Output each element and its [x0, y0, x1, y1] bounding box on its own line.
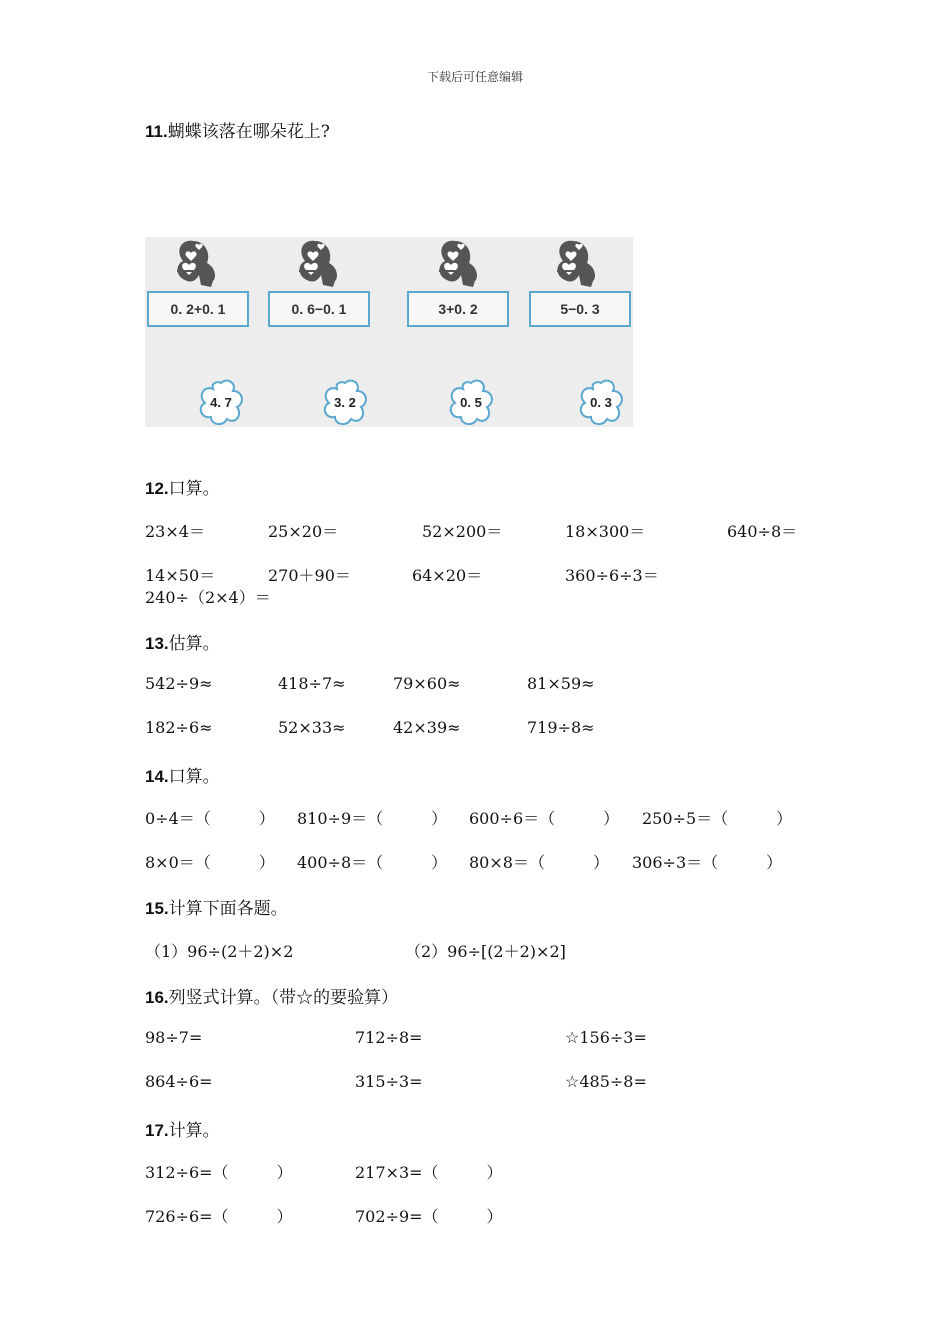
- estimate-item: 719÷8≈: [527, 718, 595, 737]
- expression-card-3: 3+0. 2: [407, 291, 509, 327]
- question-number: 16.: [145, 988, 169, 1007]
- calc-item: 312÷6=（ ）: [145, 1163, 293, 1182]
- calc-item: 8×0＝（ ）: [145, 853, 275, 872]
- calc-item: 702÷9=（ ）: [355, 1207, 503, 1226]
- question-text: 计算。: [168, 1121, 220, 1141]
- question-number: 17.: [145, 1121, 169, 1140]
- question-15-title: [145, 894, 288, 919]
- estimate-item: 42×39≈: [393, 718, 461, 737]
- estimate-item: 52×33≈: [278, 718, 346, 737]
- flower-2: [321, 379, 369, 425]
- flower-4: [577, 379, 625, 425]
- expression-card-2: 0. 6−0. 1: [268, 291, 370, 327]
- flower-value: 4. 7: [210, 394, 232, 410]
- flower-1: [197, 379, 245, 425]
- calc-item: 400÷8＝（ ）: [297, 853, 448, 872]
- vertical-calc-item: ☆156÷3=: [565, 1028, 647, 1047]
- estimate-item: 418÷7≈: [278, 674, 346, 693]
- vertical-calc-item: 98÷7=: [145, 1028, 203, 1047]
- calc-item: 25×20＝: [268, 522, 339, 541]
- calc-item: 640÷8＝: [727, 522, 798, 541]
- calc-item: （1）96÷(2＋2)×2: [145, 942, 294, 961]
- question-number: 15.: [145, 899, 169, 918]
- calc-item: 14×50＝: [145, 566, 216, 585]
- vertical-calc-item: 712÷8=: [355, 1028, 423, 1047]
- calc-item: 240÷（2×4）＝: [145, 588, 271, 607]
- question-17-title: [145, 1116, 220, 1141]
- page-header: 下载后可任意编辑: [426, 70, 523, 84]
- calc-item: 810÷9＝（ ）: [297, 809, 448, 828]
- calc-item: 52×200＝: [422, 522, 503, 541]
- question-11-title: [145, 117, 330, 142]
- butterfly-icon: [553, 237, 609, 293]
- question-14-title: [145, 762, 220, 787]
- calc-item: （2）96÷[(2＋2)×2]: [405, 942, 566, 961]
- calc-item: 600÷6＝（ ）: [469, 809, 620, 828]
- calc-item: 0÷4＝（ ）: [145, 809, 275, 828]
- flower-value: 0. 3: [590, 394, 612, 410]
- question-number: 11.: [145, 122, 168, 141]
- butterfly-icon: [173, 237, 229, 293]
- question-number: 12.: [145, 479, 169, 498]
- calc-item: 360÷6÷3＝: [565, 566, 659, 585]
- expression-card-4: 5−0. 3: [529, 291, 631, 327]
- flower-value: 3. 2: [334, 394, 356, 410]
- question-text: 估算。: [168, 634, 220, 654]
- vertical-calc-item: 315÷3=: [355, 1072, 423, 1091]
- calc-item: 217×3=（ ）: [355, 1163, 503, 1182]
- question-number: 13.: [145, 634, 169, 653]
- calc-item: 80×8＝（ ）: [469, 853, 609, 872]
- estimate-item: 542÷9≈: [145, 674, 213, 693]
- calc-item: 23×4＝: [145, 522, 205, 541]
- flower-3: [447, 379, 495, 425]
- calc-item: 306÷3＝（ ）: [632, 853, 783, 872]
- butterfly-icon: [295, 237, 351, 293]
- question-12-title: [145, 474, 220, 499]
- question-number: 14.: [145, 767, 169, 786]
- expression-card-1: 0. 2+0. 1: [147, 291, 249, 327]
- flower-value: 0. 5: [460, 394, 482, 410]
- vertical-calc-item: 864÷6=: [145, 1072, 213, 1091]
- estimate-item: 79×60≈: [393, 674, 461, 693]
- butterfly-icon: [435, 237, 491, 293]
- calc-item: 18×300＝: [565, 522, 646, 541]
- estimate-item: 182÷6≈: [145, 718, 213, 737]
- question-16-title: [145, 983, 398, 1008]
- question-text: 计算下面各题。: [168, 899, 288, 919]
- question-13-title: [145, 629, 220, 654]
- calc-item: 64×20＝: [412, 566, 483, 585]
- question-text: 蝴蝶该落在哪朵花上?: [167, 122, 330, 142]
- question-text: 口算。: [168, 479, 220, 499]
- calc-item: 250÷5＝（ ）: [642, 809, 793, 828]
- calc-item: 726÷6=（ ）: [145, 1207, 293, 1226]
- vertical-calc-item: ☆485÷8=: [565, 1072, 647, 1091]
- question-text: 列竖式计算。（带☆的要验算）: [168, 988, 399, 1008]
- estimate-item: 81×59≈: [527, 674, 595, 693]
- calc-item: 270＋90＝: [268, 566, 351, 585]
- butterfly-flower-figure: [145, 237, 633, 427]
- question-text: 口算。: [168, 767, 220, 787]
